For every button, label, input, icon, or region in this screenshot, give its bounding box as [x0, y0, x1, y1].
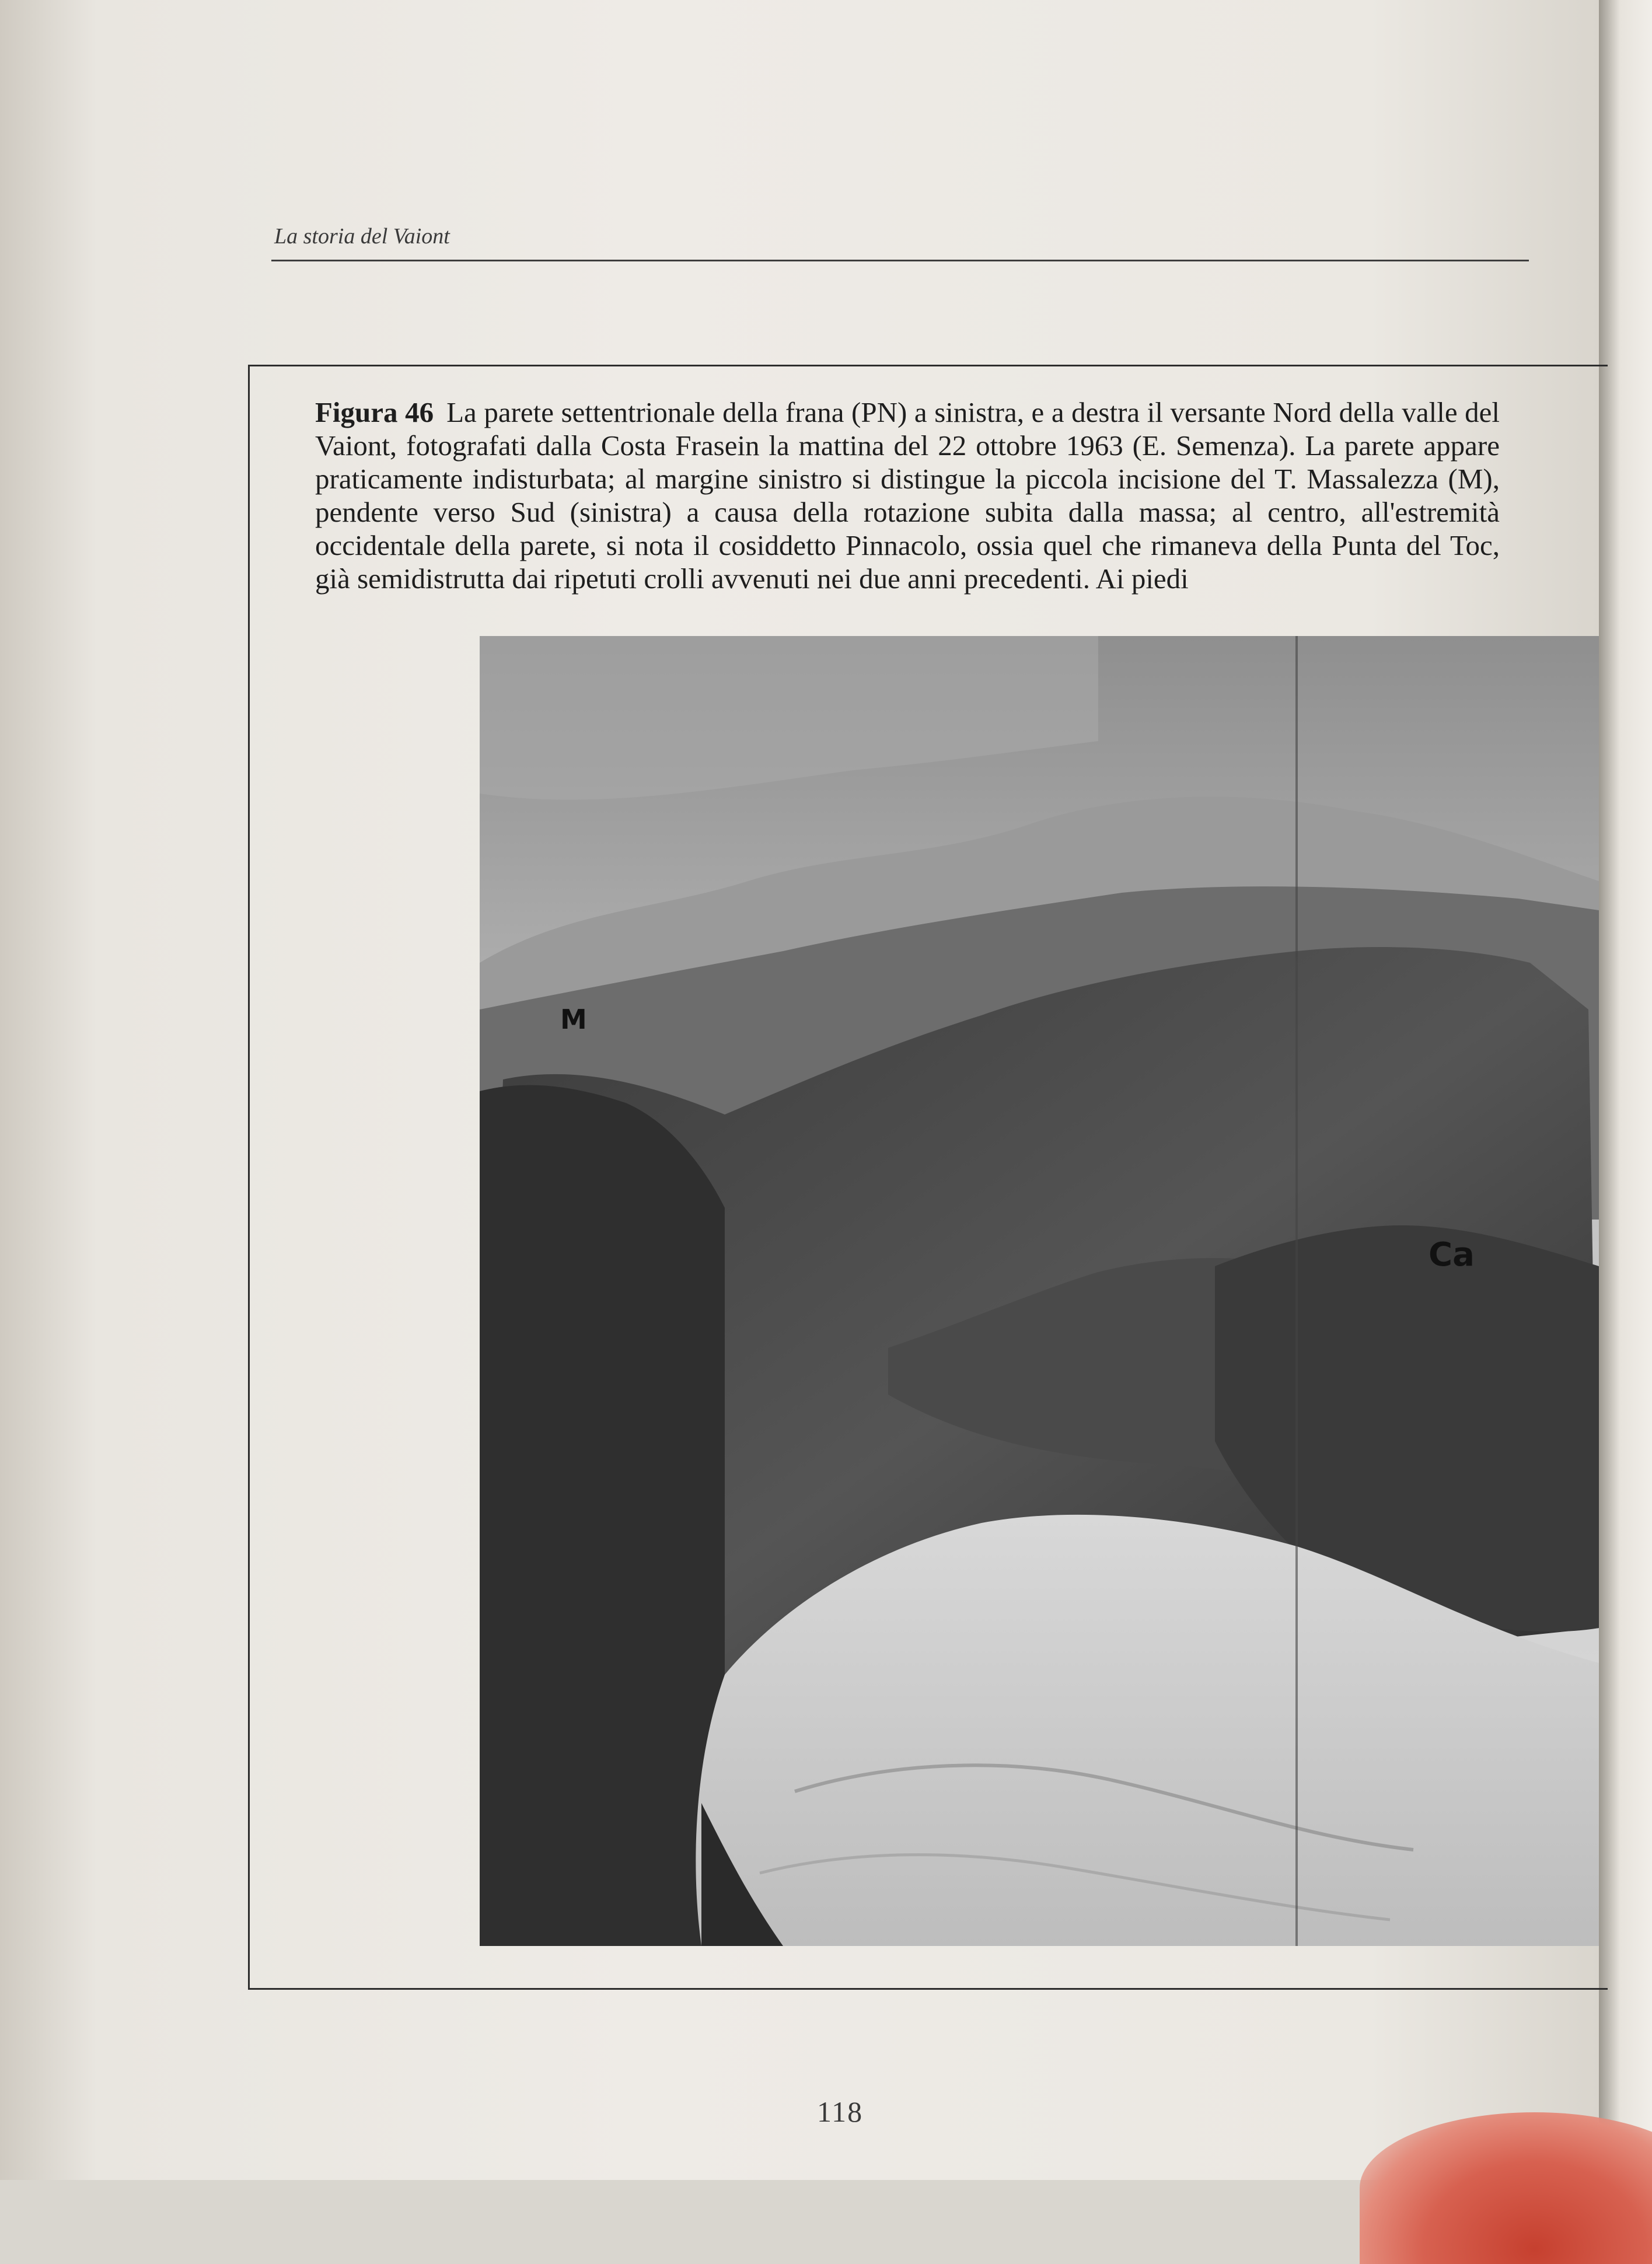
figure-label: Figura 46 [315, 396, 434, 428]
photo-mark-m: M [560, 1004, 587, 1035]
caption-text: La parete settentrionale della frana (PN) a sinistra, e a destra il versante Nord della valle del Vaiont, fotografati dalla Costa Frasein la mattina del 22 ottobre 1963 (E. Semenza). La parete appare praticamente indisturbata; al margine sinistro si distingue la piccola incisione del T. Massalezza (M), pendente verso Sud (sinistra) a causa della rotazione subita dalla massa; al centro, all'estremità occidentale della parete, si nota il cosiddetto Pinnacolo, ossia quel che rimaneva della Punta del Toc, già semidistrutta dai ripetuti crolli avvenuti nei due anni precedenti. Ai piedi [315, 396, 1500, 595]
running-head: La storia del Vaiont [274, 224, 450, 249]
figure-caption [315, 396, 1500, 595]
page-number: 118 [817, 2095, 864, 2128]
photo-illustration [480, 636, 1599, 1946]
header-rule [271, 260, 1529, 261]
landslide-photograph [480, 636, 1599, 1946]
photo-mark-ca: Ca [1429, 1236, 1475, 1274]
